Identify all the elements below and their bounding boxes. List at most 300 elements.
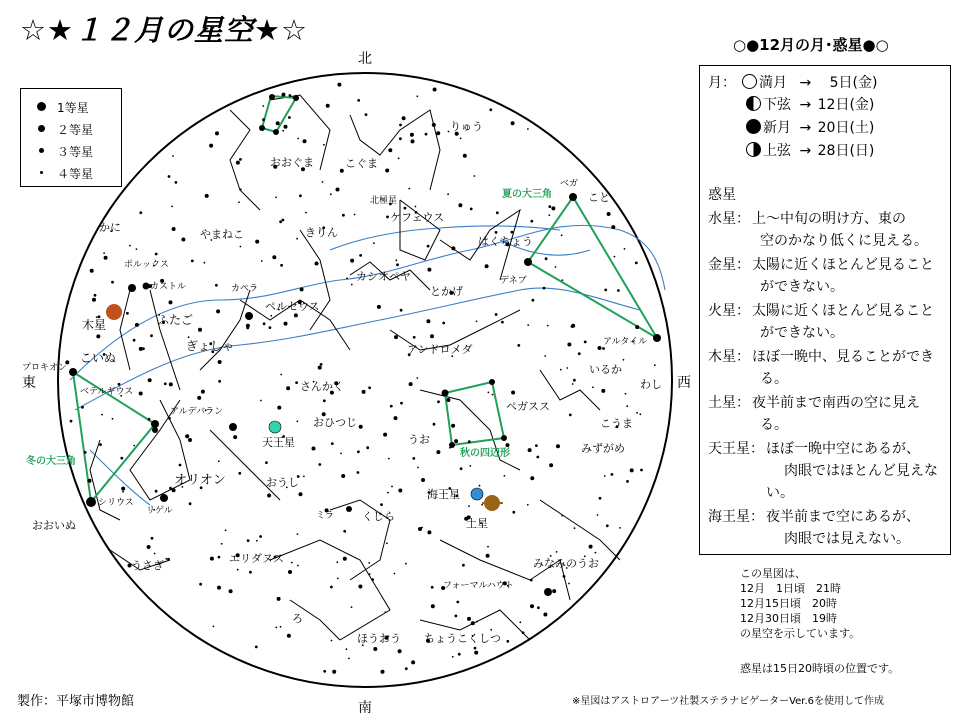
star — [354, 214, 356, 216]
star — [488, 392, 490, 394]
label-equuleus: こうま — [600, 417, 633, 430]
star — [340, 453, 342, 455]
star — [614, 256, 616, 258]
star — [169, 487, 172, 490]
star — [188, 438, 192, 442]
star — [94, 294, 97, 297]
star — [635, 325, 639, 329]
star — [489, 108, 492, 111]
star — [201, 390, 205, 394]
star — [490, 629, 492, 631]
label-aldebaran: アルデバラン — [170, 407, 224, 417]
star — [624, 248, 626, 250]
star — [398, 157, 400, 159]
star — [427, 245, 430, 248]
label-aquarius: みずがめ — [581, 442, 625, 455]
star — [501, 321, 504, 324]
label-deneb: デネブ — [500, 276, 527, 286]
star — [122, 491, 124, 493]
jupiter-marker — [106, 304, 122, 320]
planet-desc-line: ほぼ一晩中、見ることができ — [752, 349, 934, 365]
moon-planet-info-panel — [699, 65, 951, 555]
star — [476, 321, 478, 323]
star — [295, 381, 298, 384]
star — [275, 627, 277, 629]
star — [337, 578, 339, 580]
moon-phase-arrow: → — [799, 143, 812, 159]
star — [492, 394, 494, 396]
star — [409, 382, 413, 386]
star — [348, 658, 350, 660]
star — [640, 469, 643, 472]
star — [433, 88, 437, 92]
star — [556, 551, 558, 553]
label-uranus: 天王星 — [262, 436, 295, 449]
label-castor: カストル — [150, 282, 187, 292]
star — [400, 309, 403, 312]
star — [139, 211, 142, 214]
star — [598, 346, 602, 350]
star — [405, 563, 407, 565]
star — [446, 398, 450, 402]
star — [636, 412, 638, 414]
star — [303, 139, 307, 143]
label-canis-major: おおいぬ — [32, 519, 76, 532]
star — [168, 417, 171, 420]
star — [413, 336, 416, 339]
star — [343, 530, 346, 533]
star — [474, 647, 477, 650]
planet-desc-line: 肉眼ではほとんど見えな — [784, 463, 938, 479]
moon-phase-name: 満月 — [759, 75, 787, 91]
new-moon-icon — [746, 119, 761, 134]
star — [599, 497, 602, 500]
star — [479, 485, 481, 487]
label-lyra: こと — [588, 191, 610, 204]
label-lepus: うさぎ — [131, 559, 164, 572]
star — [323, 670, 326, 673]
star — [265, 461, 268, 464]
bright-star — [524, 258, 532, 266]
star — [133, 445, 135, 447]
star — [197, 396, 201, 400]
star — [617, 289, 620, 292]
star — [433, 423, 436, 426]
star — [427, 530, 431, 534]
label-neptune: 海王星 — [427, 488, 460, 501]
star — [198, 328, 202, 332]
star — [368, 562, 370, 564]
star — [217, 586, 221, 590]
star — [388, 148, 392, 152]
moon-phase-arrow: → — [799, 75, 812, 91]
star — [337, 83, 341, 87]
planet-name: 土星： — [708, 395, 750, 411]
star — [357, 471, 360, 474]
label-lacerta: とかげ — [430, 285, 463, 298]
label-polaris: 北極星 — [370, 196, 398, 206]
label-andromeda: アンドロメダ — [407, 343, 473, 356]
star — [530, 476, 534, 480]
planet-desc-line: 夜半前まで南西の空に見え — [752, 395, 920, 411]
star — [218, 460, 220, 462]
star — [263, 322, 266, 325]
star — [552, 589, 556, 593]
star — [96, 334, 100, 338]
star — [269, 326, 272, 329]
star — [568, 583, 570, 585]
star — [229, 589, 233, 593]
label-taurus: おうし — [266, 476, 299, 489]
planet-name: 海王星： — [708, 509, 764, 525]
star — [218, 380, 221, 383]
star — [287, 634, 291, 638]
chart-time-note — [740, 566, 860, 641]
moon-phase-date: 28日(日) — [817, 143, 875, 159]
star — [386, 216, 389, 219]
star — [90, 269, 94, 273]
bright-star — [152, 427, 158, 433]
moon-phase-date: 20日(土) — [817, 120, 875, 136]
star — [218, 360, 222, 364]
star — [111, 281, 114, 284]
label-mira: ミラ — [316, 511, 335, 521]
star — [460, 138, 462, 140]
star — [148, 378, 152, 382]
label-altair: アルタイル — [603, 337, 648, 347]
star — [592, 386, 594, 388]
star — [399, 124, 402, 127]
star — [460, 467, 463, 470]
planet-desc-line: 太陽に近くほとんど見ること — [752, 257, 934, 273]
label-lynx: やまねこ — [200, 228, 244, 241]
star — [221, 543, 223, 545]
star — [390, 405, 393, 408]
label-gemini: ふたご — [157, 313, 194, 327]
star — [578, 352, 581, 355]
planet-name: 木星： — [708, 349, 750, 365]
star — [528, 448, 532, 452]
star — [391, 486, 393, 488]
label-betelgeuse: ベテルギウス — [80, 387, 134, 397]
star — [165, 558, 167, 560]
label-jupiter: 木星 — [82, 318, 107, 332]
star — [506, 443, 510, 447]
star — [267, 494, 271, 498]
star — [103, 252, 105, 254]
star — [635, 262, 638, 265]
star — [597, 514, 599, 516]
star — [412, 457, 415, 460]
star — [172, 155, 174, 157]
star — [172, 488, 176, 492]
software-credit: ※星図はアストロアーツ社製ステラナビゲーターVer.6を使用して作成 — [572, 696, 885, 707]
star — [468, 505, 470, 507]
star — [373, 242, 375, 244]
star — [385, 169, 389, 173]
star — [275, 197, 277, 199]
star — [527, 324, 529, 326]
label-pollux: ポルックス — [124, 260, 169, 270]
star — [342, 214, 345, 217]
star — [239, 158, 242, 161]
star — [432, 123, 436, 127]
star — [282, 130, 284, 132]
star — [99, 443, 102, 446]
star — [167, 558, 170, 561]
star — [286, 386, 290, 390]
last-quarter-moon-icon — [746, 96, 761, 111]
label-cygnus: はくちょう — [478, 235, 533, 248]
star — [189, 502, 192, 505]
star — [569, 414, 572, 417]
legend-label-3: ３等星 — [57, 145, 94, 159]
star — [504, 475, 506, 477]
star — [527, 128, 529, 130]
planet-desc-line: い。 — [766, 485, 794, 501]
star — [555, 266, 557, 268]
star — [537, 606, 540, 609]
star — [351, 284, 353, 286]
star — [421, 527, 423, 529]
star — [288, 116, 291, 119]
note-line: この星図は、 — [740, 567, 806, 580]
star — [495, 231, 498, 234]
star — [567, 343, 571, 347]
star — [377, 305, 381, 309]
star — [394, 416, 398, 420]
star — [112, 418, 114, 420]
legend-label-2: ２等星 — [57, 123, 94, 137]
star — [191, 260, 194, 263]
star — [395, 259, 397, 261]
star — [604, 289, 607, 292]
star — [639, 413, 641, 415]
moon-phase-arrow: → — [799, 120, 812, 136]
star — [259, 535, 262, 538]
star — [84, 451, 87, 454]
star — [209, 144, 213, 148]
label-ursa-major: おおぐま — [270, 156, 314, 169]
star — [284, 322, 288, 326]
star — [467, 617, 471, 621]
star — [188, 336, 190, 338]
star — [154, 553, 156, 555]
uranus-marker — [269, 421, 281, 433]
star — [247, 539, 250, 542]
star — [262, 105, 264, 107]
star — [611, 473, 614, 476]
star — [595, 552, 597, 554]
star — [303, 476, 305, 478]
star — [451, 246, 455, 250]
moon-phase-row — [746, 140, 874, 160]
star — [169, 300, 173, 304]
planet-desc-line: ができない。 — [760, 279, 844, 295]
star — [470, 465, 472, 467]
star — [359, 425, 363, 429]
star — [560, 369, 562, 371]
star — [556, 444, 560, 448]
label-camelopardalis: きりん — [305, 226, 338, 239]
label-aquila: わし — [640, 378, 662, 391]
star — [240, 188, 242, 190]
star — [121, 487, 125, 491]
star — [210, 557, 214, 561]
star — [296, 421, 298, 423]
star — [447, 193, 449, 195]
star — [495, 313, 498, 316]
star — [246, 324, 250, 328]
planet-name: 天王星： — [708, 441, 764, 457]
label-winter-triangle: 冬の大三角 — [26, 456, 76, 467]
legend-label-4: ４等星 — [57, 167, 94, 181]
star — [272, 255, 276, 259]
planet-desc-line: る。 — [760, 417, 788, 433]
star — [362, 390, 366, 394]
star — [536, 456, 539, 459]
star — [315, 262, 319, 266]
star — [543, 287, 546, 290]
star — [402, 116, 406, 120]
bright-star — [245, 312, 253, 320]
west-label: 西 — [677, 375, 691, 391]
star — [572, 383, 574, 385]
moon-phase-arrow: → — [799, 97, 812, 113]
star — [602, 347, 605, 350]
star — [357, 99, 360, 102]
star — [431, 604, 435, 608]
star — [626, 405, 628, 407]
label-pisces: うお — [408, 433, 430, 446]
star — [458, 203, 462, 207]
star — [276, 121, 280, 125]
label-orion: オリオン — [174, 473, 226, 488]
star — [169, 382, 173, 386]
star — [380, 503, 383, 506]
planet-name: 水星： — [708, 211, 750, 227]
star — [373, 647, 377, 651]
star — [172, 227, 176, 231]
star — [486, 554, 490, 558]
bright-star — [346, 506, 352, 512]
planet-name: 火星： — [708, 303, 750, 319]
star — [164, 382, 167, 385]
star — [277, 597, 281, 601]
star — [81, 406, 84, 409]
moon-phase-name: 上弦 — [763, 143, 791, 159]
label-cassiopeia: カシオペヤ — [356, 270, 411, 283]
star — [118, 383, 121, 386]
star — [151, 537, 154, 540]
bright-star — [544, 588, 552, 596]
label-eridanus: エリダヌス — [229, 552, 284, 565]
star — [291, 562, 293, 564]
star — [331, 442, 334, 445]
star — [544, 355, 546, 357]
star — [398, 649, 402, 653]
moon-phase-row — [742, 72, 877, 92]
star — [175, 181, 178, 184]
star — [425, 133, 428, 136]
star — [411, 660, 415, 664]
moon-phase-name: 新月 — [763, 120, 791, 136]
star — [449, 447, 451, 449]
planet-desc-line: ほぼ一晩中空にあるが、 — [766, 441, 920, 457]
moon-phase-row — [746, 117, 874, 137]
star — [530, 604, 534, 608]
star — [282, 93, 286, 97]
south-label: 南 — [358, 700, 372, 716]
label-saturn: 土星 — [466, 517, 488, 530]
label-ursa-minor: こぐま — [345, 157, 378, 170]
star — [561, 234, 563, 236]
planet-desc-line: 夜半前まで空にあるが、 — [766, 509, 920, 525]
star — [468, 440, 471, 443]
star — [120, 457, 123, 460]
star — [142, 347, 145, 350]
label-delphinus: いるか — [589, 363, 622, 376]
bright-star — [151, 420, 159, 428]
note-line: 12月30日頃 19時 — [740, 612, 837, 625]
star — [365, 113, 368, 116]
star — [297, 565, 299, 567]
star — [625, 393, 627, 395]
label-cepheus: ケフェウス — [390, 211, 445, 224]
star — [462, 564, 465, 567]
star — [519, 621, 521, 623]
star — [155, 490, 158, 493]
star — [573, 379, 576, 382]
moon-phase-date: 12日(金) — [817, 97, 875, 113]
star — [104, 256, 108, 260]
star — [563, 575, 566, 578]
bright-star — [442, 390, 449, 397]
star — [405, 667, 408, 670]
star — [437, 400, 440, 403]
star — [88, 479, 92, 483]
star — [225, 529, 227, 531]
maker-credit: 製作：平塚市博物館 — [17, 694, 135, 709]
star — [571, 325, 574, 328]
star — [512, 511, 515, 514]
star — [148, 418, 151, 421]
bright-star — [501, 435, 507, 441]
star — [410, 133, 414, 137]
note-line: の星空を示しています。 — [740, 627, 861, 640]
star — [517, 344, 520, 347]
star — [584, 341, 587, 344]
star — [323, 144, 325, 146]
star — [351, 606, 353, 608]
star — [436, 131, 440, 135]
star — [530, 579, 533, 582]
star — [185, 434, 189, 438]
moon-planets-title: ○●12月の月･惑星●○ — [733, 36, 889, 54]
star — [305, 212, 307, 214]
star — [431, 586, 434, 589]
label-sirius: シリウス — [98, 498, 134, 508]
star — [255, 240, 259, 244]
star — [530, 220, 533, 223]
star — [470, 208, 473, 211]
star — [320, 363, 323, 366]
star — [129, 245, 131, 247]
bright-star — [269, 94, 275, 100]
star — [343, 557, 347, 561]
bright-star — [69, 368, 77, 376]
star — [322, 181, 324, 183]
